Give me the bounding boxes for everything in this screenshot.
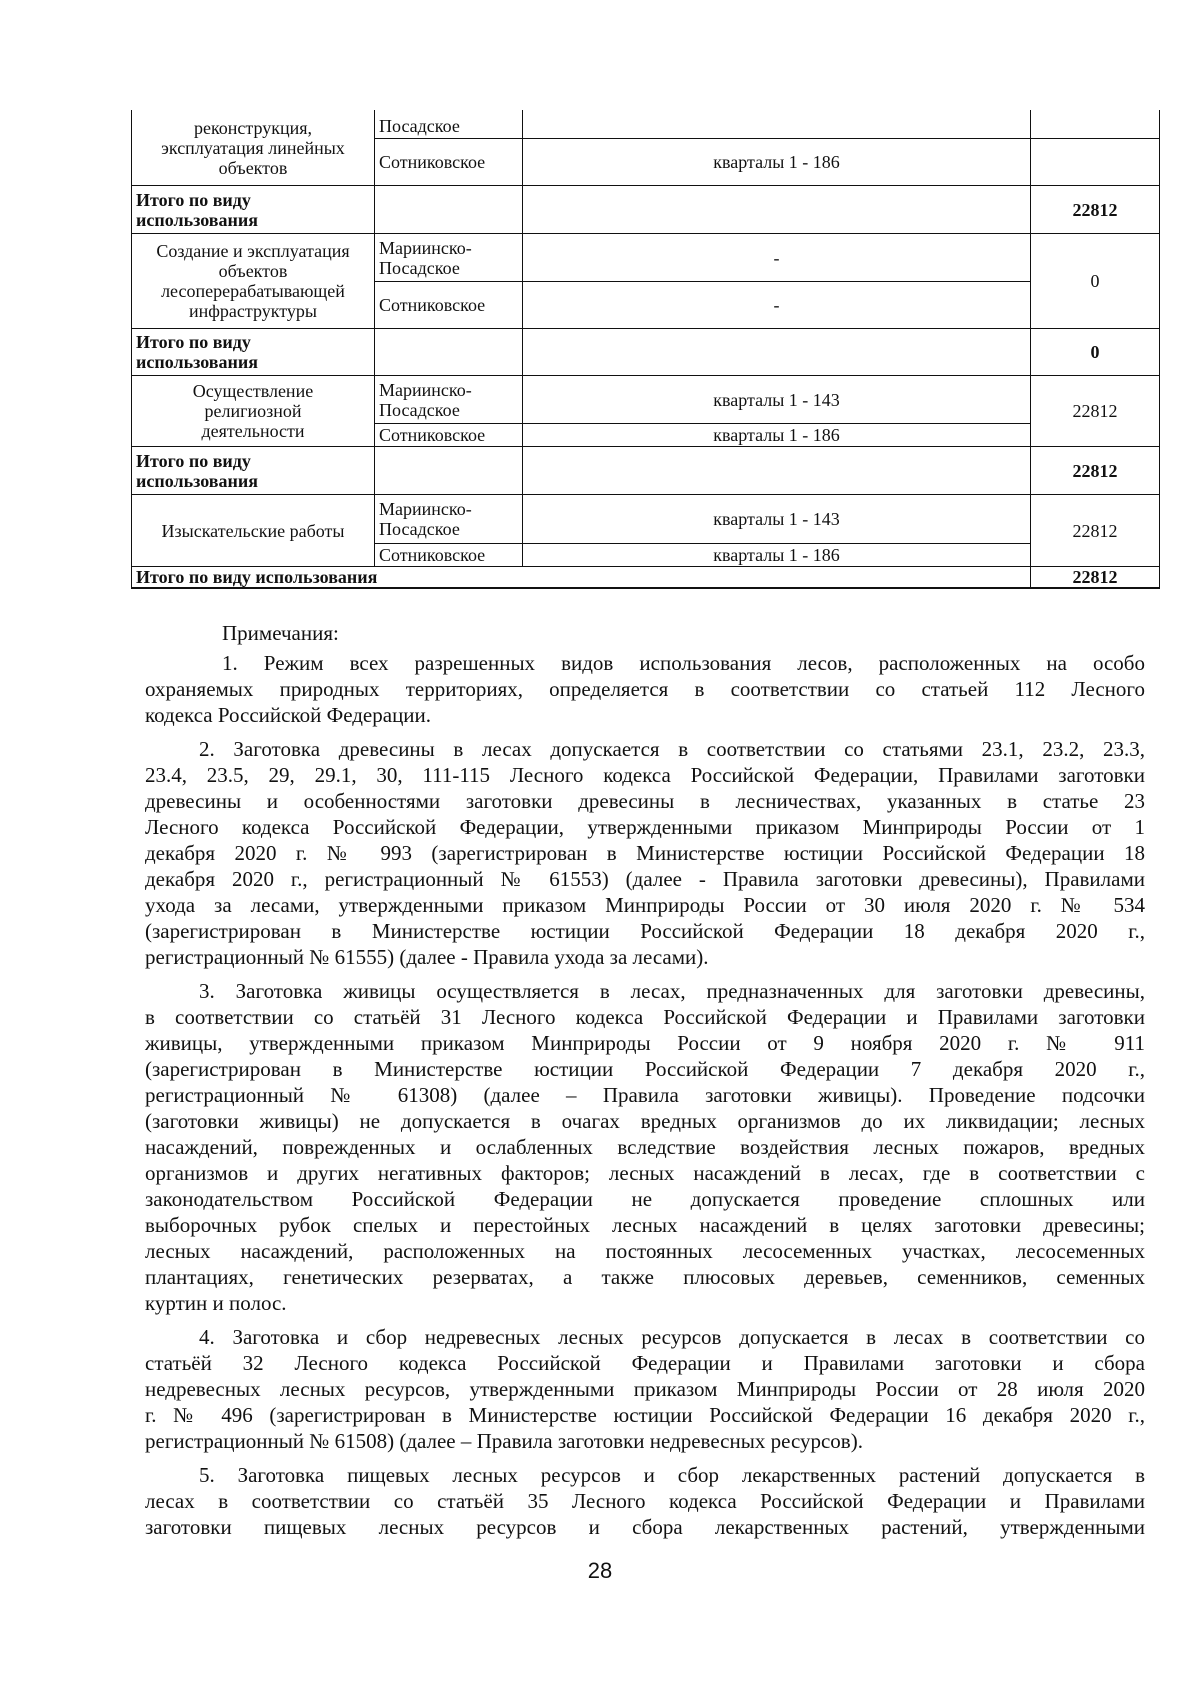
note-line: живицы, утвержденными приказом Минприроды России от 9 ноября 2020 г. № 911 — [145, 1031, 1145, 1055]
note-line: лесах в соответствии со статьёй 35 Лесного кодекса Российской Федерации и Правилами — [145, 1489, 1145, 1513]
forestry-cell: Сотниковское — [379, 545, 486, 565]
note-line: охраняемых природных территориях, определяется в соответствии со статьей 112 Лесного — [145, 677, 1145, 701]
note-line: 4. Заготовка и сбор недревесных лесных ресурсов допускается в лесах в соответствии со — [199, 1325, 1145, 1349]
use-type-line: лесоперерабатывающей — [161, 281, 345, 301]
use-type-cell: Изыскательские работы — [161, 520, 345, 541]
note-line: куртин и полос. — [145, 1291, 287, 1315]
note-line: регистрационный № 61555) (далее - Правила ухода за лесами). — [145, 945, 709, 969]
use-type-line: эксплуатация линейных — [161, 138, 345, 158]
note-line: в соответствии со статьёй 31 Лесного кодекса Российской Федерации и Правилами заготовки — [145, 1005, 1145, 1029]
use-type-line: реконструкция, — [193, 118, 313, 138]
quarters-cell: кварталы 1 - 186 — [713, 152, 840, 172]
note-line: насаждений, поврежденных и ослабленных вследствие воздействия лесных пожаров, вредных — [145, 1135, 1145, 1159]
note-line: (зарегистрирован в Министерстве юстиции Российской Федерации 7 декабря 2020 г., — [145, 1057, 1145, 1081]
note-line: кодекса Российской Федерации. — [145, 703, 432, 727]
note-line: регистрационный № 61508) (далее – Правила заготовки недревесных ресурсов). — [145, 1429, 863, 1453]
note-line: декабря 2020 г. № 993 (зарегистрирован в Министерстве юстиции Российской Федерации 18 — [145, 841, 1145, 865]
forestry-cell: Посадское — [379, 116, 460, 136]
note-line: 5. Заготовка пищевых лесных ресурсов и сбор лекарственных растений допускается в — [199, 1463, 1145, 1487]
note-line: г. № 496 (зарегистрирован в Министерстве юстиции Российской Федерации 16 декабря 2020 г., — [145, 1403, 1145, 1427]
table-rule — [131, 587, 1160, 589]
total-label-line: использования — [136, 209, 258, 230]
forestry-line: Посадское — [379, 257, 460, 278]
use-type-cell — [132, 376, 374, 446]
total-area-cell: 0 — [1090, 342, 1100, 362]
note-line: ухода за лесами, утвержденными приказом Минприроды России от 30 июля 2020 г. № 534 — [145, 893, 1145, 917]
quarters-cell: - — [773, 295, 780, 315]
note-line: выборочных рубок спелых и перестойных лесных насаждений в целях заготовки древесины; — [145, 1213, 1145, 1237]
note-line: 23.4, 23.5, 29, 29.1, 30, 111-115 Лесного кодекса Российской Федерации, Правилами заготовки — [145, 763, 1145, 787]
use-type-line: религиозной — [204, 401, 302, 421]
total-label-line: использования — [136, 352, 258, 372]
use-type-line: деятельности — [201, 421, 305, 441]
total-label-cell: Итого по виду использования — [136, 567, 378, 587]
total-label-line: Итого по виду — [136, 332, 251, 352]
note-line: недревесных лесных ресурсов, утвержденными приказом Минприроды России от 28 июля 2020 — [145, 1377, 1145, 1401]
forestry-cell — [375, 376, 522, 423]
quarters-cell: кварталы 1 - 186 — [713, 425, 840, 445]
total-label-cell — [132, 329, 374, 375]
total-label-line: использования — [136, 470, 258, 491]
note-line: (заготовки живицы) не допускается в очагах вредных организмов до их ликвидации; лесных — [145, 1109, 1145, 1133]
forestry-cell — [375, 234, 522, 281]
note-line: декабря 2020 г., регистрационный № 61553) (далее - Правила заготовки древесины), Правилами — [145, 867, 1145, 891]
forestry-line: Мариинско- — [379, 499, 472, 519]
note-line: древесины и особенностями заготовки древесины в лесничествах, указанных в статье 23 — [145, 789, 1145, 813]
total-label-line: Итого по виду — [136, 450, 251, 471]
note-line: 3. Заготовка живицы осуществляется в лесах, предназначенных для заготовки древесины, — [199, 979, 1145, 1003]
forestry-line: Мариинско- — [379, 379, 472, 400]
total-area-cell: 22812 — [1072, 199, 1118, 220]
total-label-line: Итого по виду — [136, 189, 251, 210]
total-area-cell: 22812 — [1072, 567, 1118, 587]
note-line: регистрационный № 61308) (далее – Правила заготовки живицы). Проведение подсочки — [145, 1083, 1145, 1107]
use-type-line: объектов — [218, 261, 288, 281]
total-label-cell — [132, 447, 374, 494]
note-line: плантациях, генетических резерватах, а также плюсовых деревьев, семенников, семенных — [145, 1265, 1145, 1289]
note-line: (зарегистрирован в Министерстве юстиции Российской Федерации 18 декабря 2020 г., — [145, 919, 1145, 943]
quarters-cell: кварталы 1 - 143 — [713, 509, 840, 529]
forestry-cell: Сотниковское — [379, 295, 486, 315]
use-type-cell — [132, 114, 374, 182]
table-rule — [1159, 110, 1160, 588]
note-line: законодательством Российской Федерации не допускается проведение сплошных или — [145, 1187, 1145, 1211]
forestry-cell: Сотниковское — [379, 152, 486, 172]
total-label-cell — [132, 186, 374, 233]
quarters-cell: кварталы 1 - 143 — [713, 389, 840, 410]
use-type-cell — [132, 234, 374, 328]
use-type-line: объектов — [218, 158, 288, 178]
forestry-line: Посадское — [379, 519, 460, 539]
note-line: организмов и других негативных факторов; лесных насаждений в лесах, где в соответствии с — [145, 1161, 1145, 1185]
forestry-line: Посадское — [379, 399, 460, 420]
note-line: лесных насаждений, расположенных на постоянных лесосеменных участках, лесосеменных — [145, 1239, 1145, 1263]
area-cell: 22812 — [1072, 520, 1118, 541]
note-line: 2. Заготовка древесины в лесах допускается в соответствии со статьями 23.1, 23.2, 23.3, — [199, 737, 1145, 761]
area-cell: 22812 — [1072, 401, 1118, 421]
forestry-line: Мариинско- — [379, 237, 472, 258]
note-line: заготовки пищевых лесных ресурсов и сбора лекарственных растений, утвержденными — [145, 1515, 1145, 1539]
note-line: 1. Режим всех разрешенных видов использования лесов, расположенных на особо — [222, 651, 1145, 675]
quarters-cell: - — [773, 247, 780, 268]
use-type-line: Осуществление — [192, 381, 314, 401]
use-type-line: инфраструктуры — [189, 301, 317, 321]
notes-heading: Примечания: — [222, 621, 339, 645]
forestry-cell — [375, 495, 522, 543]
total-area-cell: 22812 — [1072, 460, 1118, 481]
note-line: статьёй 32 Лесного кодекса Российской Федерации и Правилами заготовки и сбора — [145, 1351, 1145, 1375]
note-line: Лесного кодекса Российской Федерации, утвержденными приказом Минприроды России от 1 — [145, 815, 1145, 839]
forest-use-table — [0, 0, 1200, 600]
quarters-cell: кварталы 1 - 186 — [713, 545, 840, 565]
forestry-cell: Сотниковское — [379, 425, 486, 445]
area-cell: 0 — [1090, 271, 1100, 291]
page-number: 28 — [587, 1558, 613, 1583]
use-type-line: Создание и эксплуатация — [156, 241, 350, 261]
